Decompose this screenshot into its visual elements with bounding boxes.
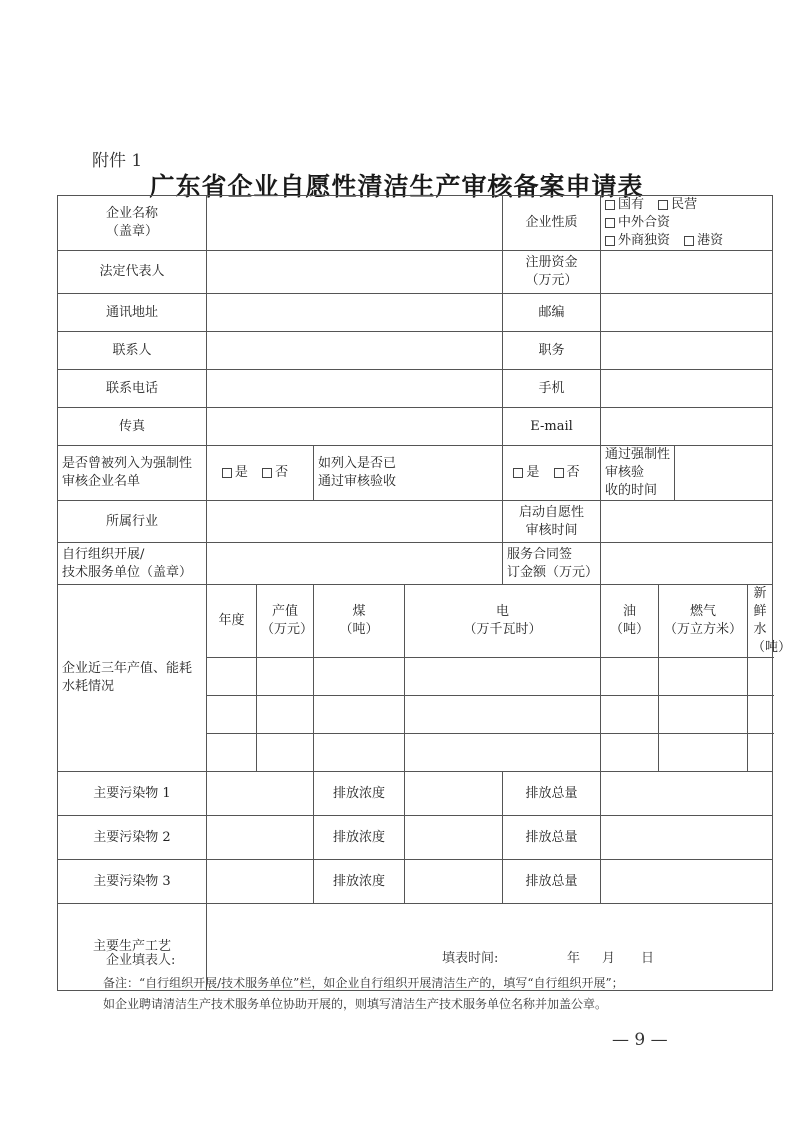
checkbox-icon [658, 200, 668, 210]
application-form-table [57, 195, 792, 991]
cell-output[interactable] [257, 734, 314, 772]
form-title: 广东省企业自愿性清洁生产审核备案申请表 [149, 172, 644, 201]
label-legal-rep: 法定代表人 [58, 251, 207, 294]
cell-output[interactable] [257, 658, 314, 696]
label-position: 职务 [503, 332, 601, 370]
cell-gas[interactable] [659, 658, 748, 696]
label-fax: 传真 [58, 408, 207, 446]
input-email[interactable] [601, 408, 773, 446]
row-pollutant-3 [58, 860, 773, 904]
label-main-process: 主要生产工艺 [58, 904, 207, 991]
checkbox-icon [513, 468, 523, 478]
input-pollutant-2[interactable] [207, 816, 314, 860]
input-industry[interactable] [207, 501, 503, 543]
row-mandatory-audit [58, 446, 773, 501]
row-phone [58, 370, 773, 408]
option-passed-no[interactable]: 否 [554, 465, 580, 480]
cell-gas[interactable] [659, 734, 748, 772]
label-voluntary-start: 启动自愿性 审核时间 [503, 501, 601, 543]
label-pollutant-3: 主要污染物 3 [58, 860, 207, 904]
row-service-unit [58, 543, 773, 585]
remarks [103, 973, 703, 1015]
checkbox-icon [222, 468, 232, 478]
input-emission-total-3[interactable] [601, 860, 773, 904]
input-pollutant-3[interactable] [207, 860, 314, 904]
cell-water[interactable] [748, 734, 773, 772]
cell-electricity[interactable] [405, 734, 601, 772]
input-service-unit[interactable] [207, 543, 503, 585]
input-emission-total-2[interactable] [601, 816, 773, 860]
label-contract-amount: 服务合同签 订金额（万元） [503, 543, 601, 585]
cell-year[interactable] [207, 696, 257, 734]
input-acceptance-time[interactable] [675, 446, 773, 501]
col-coal: 煤 （吨） [314, 585, 405, 658]
input-phone[interactable] [207, 370, 503, 408]
option-state-owned[interactable]: 国有 [605, 197, 644, 212]
cell-coal[interactable] [314, 696, 405, 734]
input-contract-amount[interactable] [601, 543, 773, 585]
input-company-name[interactable] [207, 196, 503, 251]
label-company-nature: 企业性质 [503, 196, 601, 251]
label-industry: 所属行业 [58, 501, 207, 543]
label-emission-total: 排放总量 [503, 860, 601, 904]
label-fill-time: 填表时间: [442, 951, 499, 966]
input-mobile[interactable] [601, 370, 773, 408]
label-mobile: 手机 [503, 370, 601, 408]
label-form-filler: 企业填表人: [106, 953, 176, 968]
label-passed-acceptance: 如列入是否已 通过审核验收 [314, 446, 503, 501]
label-month: 月 [602, 951, 616, 966]
label-emission-total: 排放总量 [503, 816, 601, 860]
col-year: 年度 [207, 585, 257, 658]
row-pollutant-2 [58, 816, 773, 860]
input-address[interactable] [207, 294, 503, 332]
cell-gas[interactable] [659, 696, 748, 734]
cell-year[interactable] [207, 734, 257, 772]
label-year: 年 [567, 951, 581, 966]
label-acceptance-time: 通过强制性审核验 收的时间 [601, 446, 675, 501]
row-legal-rep [58, 251, 773, 294]
input-contact[interactable] [207, 332, 503, 370]
row-three-year-header [58, 585, 773, 658]
choice-passed-acceptance [503, 446, 601, 501]
page-number: — 9 — [612, 1030, 668, 1050]
label-emission-conc: 排放浓度 [314, 860, 405, 904]
label-three-year: 企业近三年产值、能耗 水耗情况 [58, 585, 207, 772]
row-contact [58, 332, 773, 370]
label-email: E-mail [503, 408, 601, 446]
label-self-org: 自行组织开展/ 技术服务单位（盖章） [58, 543, 207, 585]
cell-oil[interactable] [601, 734, 659, 772]
input-position[interactable] [601, 332, 773, 370]
cell-water[interactable] [748, 696, 773, 734]
cell-coal[interactable] [314, 658, 405, 696]
cell-electricity[interactable] [405, 658, 601, 696]
label-mandatory-listed: 是否曾被列入为强制性 审核企业名单 [58, 446, 207, 501]
col-electricity: 电 （万千瓦时） [405, 585, 601, 658]
cell-oil[interactable] [601, 658, 659, 696]
option-listed-no[interactable]: 否 [262, 465, 288, 480]
row-address [58, 294, 773, 332]
label-pollutant-2: 主要污染物 2 [58, 816, 207, 860]
col-oil: 油 （吨） [601, 585, 659, 658]
option-passed-yes[interactable]: 是 [513, 465, 539, 480]
input-legal-rep[interactable] [207, 251, 503, 294]
cell-output[interactable] [257, 696, 314, 734]
cell-coal[interactable] [314, 734, 405, 772]
row-company-name [58, 196, 773, 251]
checkbox-icon [684, 236, 694, 246]
label-address: 通讯地址 [58, 294, 207, 332]
checkbox-icon [262, 468, 272, 478]
label-pollutant-1: 主要污染物 1 [58, 772, 207, 816]
cell-electricity[interactable] [405, 696, 601, 734]
label-company-name: 企业名称 （盖章） [58, 196, 207, 251]
input-voluntary-start[interactable] [601, 501, 773, 543]
label-registered-capital: 注册资金 （万元） [503, 251, 601, 294]
company-nature-options [601, 196, 773, 251]
option-listed-yes[interactable]: 是 [222, 465, 248, 480]
input-emission-conc-3[interactable] [405, 860, 503, 904]
row-pollutant-1 [58, 772, 773, 816]
label-day: 日 [641, 951, 655, 966]
label-postcode: 邮编 [503, 294, 601, 332]
checkbox-icon [554, 468, 564, 478]
col-output-value: 产值 （万元） [257, 585, 314, 658]
label-contact: 联系人 [58, 332, 207, 370]
checkbox-icon [605, 218, 615, 228]
input-fax[interactable] [207, 408, 503, 446]
remarks-line-1: 备注：“自行组织开展/技术服务单位”栏，如企业自行组织开展清洁生产的，填写“自行组织开展”； [103, 976, 624, 990]
choice-mandatory-listed [207, 446, 314, 501]
option-joint-venture[interactable]: 中外合资 [605, 215, 670, 230]
col-fresh-water: 新鲜水 （吨） [748, 585, 773, 658]
checkbox-icon [605, 200, 615, 210]
input-emission-conc-2[interactable] [405, 816, 503, 860]
label-emission-conc: 排放浓度 [314, 816, 405, 860]
input-emission-total-1[interactable] [601, 772, 773, 816]
input-postcode[interactable] [601, 294, 773, 332]
annex-label: 附件 1 [92, 151, 143, 171]
cell-year[interactable] [207, 658, 257, 696]
checkbox-icon [605, 236, 615, 246]
remarks-line-2: 如企业聘请清洁生产技术服务单位协助开展的，则填写清洁生产技术服务单位名称并加盖公章。 [103, 997, 608, 1011]
option-hk-owned[interactable]: 港资 [684, 233, 723, 248]
row-fax [58, 408, 773, 446]
label-phone: 联系电话 [58, 370, 207, 408]
label-emission-conc: 排放浓度 [314, 772, 405, 816]
input-emission-conc-1[interactable] [405, 772, 503, 816]
input-pollutant-1[interactable] [207, 772, 314, 816]
option-private[interactable]: 民营 [658, 197, 697, 212]
col-gas: 燃气 （万立方米） [659, 585, 748, 658]
option-foreign-owned[interactable]: 外商独资 [605, 233, 670, 248]
input-registered-capital[interactable] [601, 251, 773, 294]
cell-oil[interactable] [601, 696, 659, 734]
row-industry [58, 501, 773, 543]
cell-water[interactable] [748, 658, 773, 696]
label-emission-total: 排放总量 [503, 772, 601, 816]
